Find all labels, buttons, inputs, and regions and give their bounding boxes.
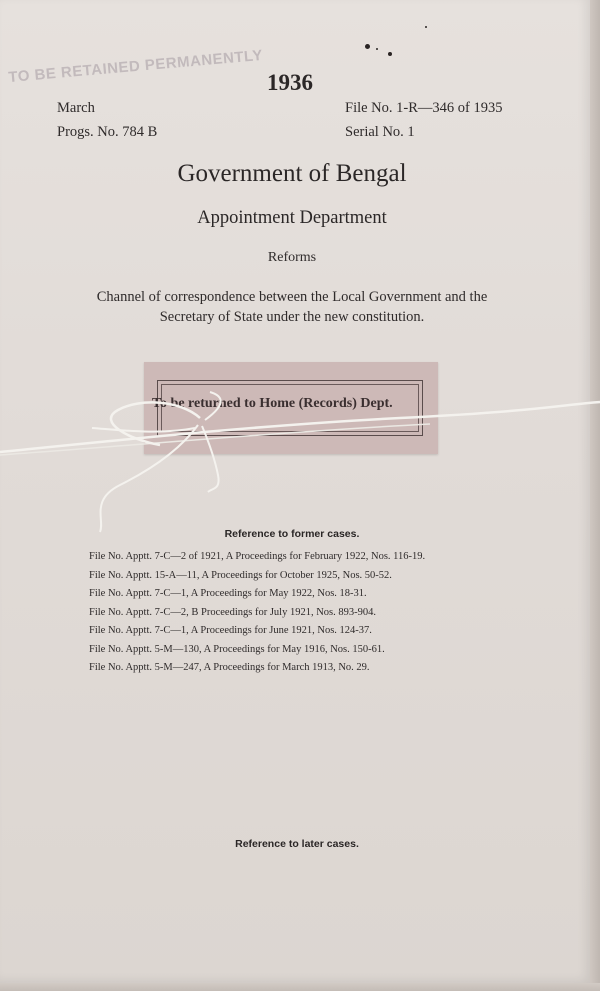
cover-edge-bottom	[0, 983, 600, 991]
subject-line: Channel of correspondence between the Local Government and the	[96, 289, 488, 305]
subject-line: Secretary of State under the new constitution.	[159, 309, 425, 325]
file-month: March	[57, 100, 95, 116]
retention-stamp: TO BE RETAINED PERMANENTLY	[7, 46, 264, 87]
list-item: File No. Apptt. 7-C—1, A Proceedings for May 1922, Nos. 18-31.	[89, 588, 367, 599]
ink-speck	[365, 44, 370, 49]
return-label-text: To be returned to Home (Records) Dept.	[152, 396, 393, 411]
list-item: File No. Apptt. 7-C—2, B Proceedings for July 1921, Nos. 893-904.	[89, 606, 376, 618]
list-item: File No. Apptt. 15-A—11, A Proceedings for October 1925, Nos. 50-52.	[89, 569, 392, 581]
list-item: File No. Apptt. 5-M—247, A Proceedings for March 1913, No. 29.	[89, 662, 370, 673]
later-cases-heading: Reference to later cases.	[235, 838, 359, 850]
file-year: 1936	[267, 70, 313, 95]
ink-speck	[376, 48, 378, 50]
department-name: Appointment Department	[197, 208, 387, 228]
proceedings-number: Progs. No. 784 B	[57, 124, 158, 140]
serial-number: Serial No. 1	[345, 124, 415, 140]
file-subject	[40, 287, 544, 327]
list-item: File No. Apptt. 7-C—1, A Proceedings for June 1921, Nos. 124-37.	[89, 625, 372, 636]
file-number: File No. 1-R—346 of 1935	[345, 100, 503, 116]
former-cases-list	[89, 548, 425, 678]
ink-speck	[425, 26, 427, 28]
former-cases-heading: Reference to former cases.	[224, 528, 360, 540]
return-label	[144, 362, 438, 454]
list-item: File No. Apptt. 7-C—2 of 1921, A Proceedings for February 1922, Nos. 116-19.	[89, 551, 426, 562]
section-name: Reforms	[267, 250, 317, 265]
list-item: File No. Apptt. 5-M—130, A Proceedings for May 1916, Nos. 150-61.	[89, 643, 385, 655]
ink-speck	[388, 52, 392, 56]
document-title: Government of Bengal	[177, 160, 407, 187]
